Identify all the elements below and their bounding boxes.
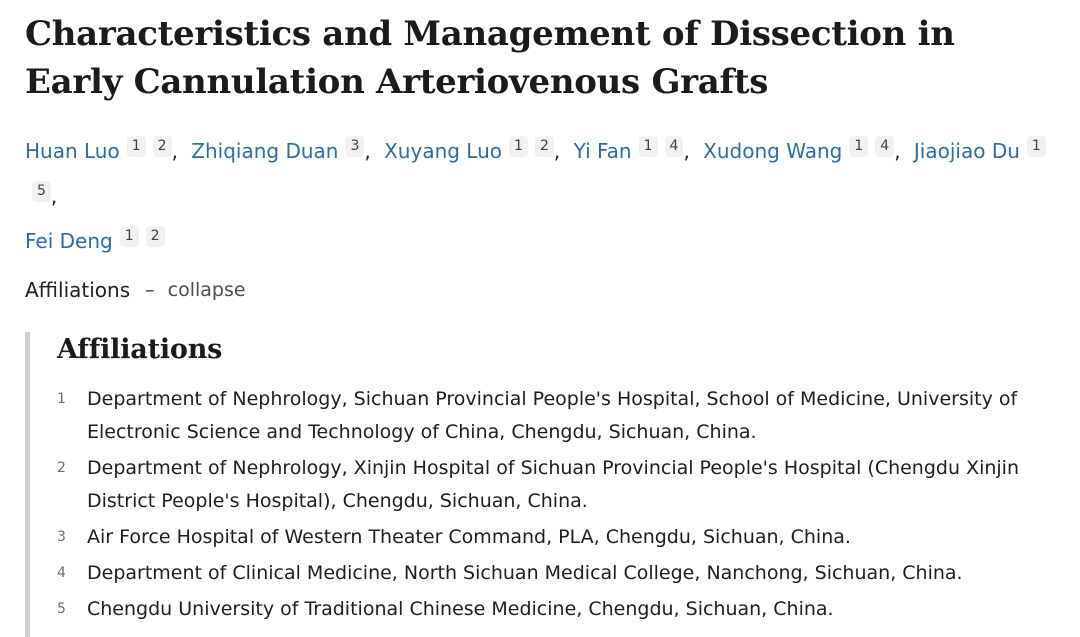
author-link[interactable]: Xuyang Luo (384, 138, 503, 163)
author-affiliation-superscript[interactable]: 5 (32, 181, 51, 202)
author-affiliation-superscript[interactable]: 1 (1027, 136, 1046, 157)
collapse-label: collapse (167, 278, 246, 301)
author-link[interactable]: Zhiqiang Duan (191, 138, 339, 163)
author-affiliation-superscript[interactable]: 2 (535, 136, 554, 157)
affiliation-number: 4 (57, 564, 66, 581)
author-affiliation-superscript[interactable]: 2 (153, 136, 172, 157)
author-separator: , (171, 138, 178, 163)
author-affiliation-superscript[interactable]: 1 (120, 226, 139, 247)
author-separator: , (553, 138, 561, 163)
author-link[interactable]: Yi Fan (573, 138, 632, 163)
article-title-line2: Early Cannulation Arteriovenous Grafts (25, 62, 769, 103)
author-affiliation-superscript[interactable]: 1 (127, 136, 146, 157)
author-affiliation-superscript[interactable]: 2 (146, 226, 165, 247)
affiliation-text: Air Force Hospital of Western Theater Command, PLA, Chengdu, Sichuan, China. (87, 525, 851, 548)
article-title (25, 10, 1055, 107)
affiliation-list (57, 383, 1055, 626)
author-separator: , (364, 138, 371, 163)
affiliation-number: 1 (57, 390, 66, 407)
author-affiliation-superscript[interactable]: 1 (639, 136, 658, 157)
author-affiliation-superscript[interactable]: 1 (849, 136, 868, 157)
affiliations-label: Affiliations (25, 277, 131, 302)
author-list (25, 129, 1055, 264)
author-affiliation-superscript[interactable]: 1 (509, 136, 528, 157)
affiliation-item (57, 557, 1055, 590)
article-title-line1: Characteristics and Management of Dissection in (25, 14, 955, 54)
affiliation-number: 5 (57, 600, 66, 617)
author-separator: , (50, 183, 58, 208)
affiliations-heading: Affiliations (57, 333, 223, 365)
author-link[interactable]: Fei Deng (25, 228, 113, 253)
author-link[interactable]: Jiaojiao Du (913, 138, 1020, 163)
affiliation-item (57, 383, 1055, 449)
author-link[interactable]: Xudong Wang (703, 138, 843, 163)
author-separator: , (894, 138, 901, 163)
affiliation-number: 3 (57, 528, 66, 545)
affiliation-item (57, 593, 1055, 626)
affiliations-collapse-button[interactable] (145, 279, 245, 301)
affiliation-item (57, 521, 1055, 554)
author-affiliation-superscript[interactable]: 3 (345, 136, 364, 157)
affiliation-text: Chengdu University of Traditional Chinese Medicine, Chengdu, Sichuan, China. (87, 597, 834, 620)
author-affiliation-superscript[interactable]: 4 (875, 136, 894, 157)
affiliation-text: Department of Clinical Medicine, North Sichuan Medical College, Nanchong, Sichuan, China. (87, 561, 963, 584)
author-separator: , (683, 138, 690, 163)
affiliations-toggle-row (25, 278, 1055, 302)
affiliation-text: Department of Nephrology, Xinjin Hospital of Sichuan Provincial People's Hospital (Chengdu Xinjin District People's Hospital), Chengdu, Sichuan, China. (87, 456, 1019, 512)
affiliation-text: Department of Nephrology, Sichuan Provincial People's Hospital, School of Medicine, University of Electronic Science and Technology of China, Chengdu, Sichuan, China. (87, 387, 1018, 443)
affiliation-item (57, 452, 1055, 518)
author-link[interactable]: Huan Luo (25, 138, 120, 163)
collapse-dash-icon: – (145, 278, 155, 301)
affiliation-number: 2 (57, 459, 66, 476)
author-affiliation-superscript[interactable]: 4 (665, 136, 684, 157)
affiliations-panel (25, 332, 1055, 637)
